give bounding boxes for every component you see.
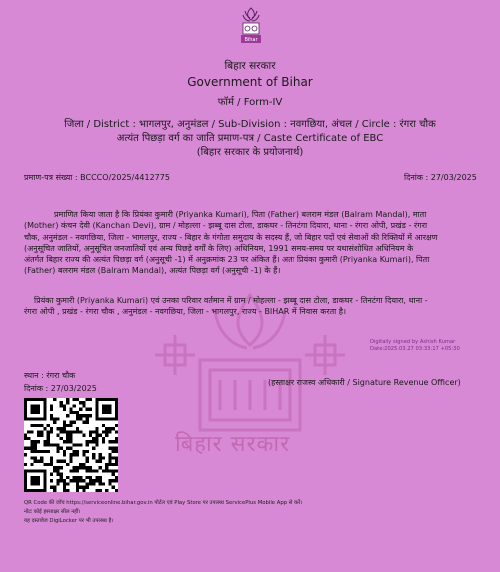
- certificate-purpose: (बिहार सरकार के प्रयोजनार्थ): [196, 147, 304, 158]
- place-date-label: दिनांक : 27/03/2025: [24, 384, 97, 393]
- state-hindi-title: बिहार सरकार: [224, 60, 276, 72]
- paragraph-1-line: (Father) बलराम मंडल (Balram Mandal), अत्यंत पिछड़ा वर्ग (अनुसूची -1) के हैं।: [24, 266, 281, 276]
- qr-code-icon: [24, 398, 118, 492]
- state-english-title: Government of Bihar: [187, 75, 313, 89]
- paragraph-1-line: अंतर्गत बिहार राज्य की अत्यंत पिछड़ा वर्ग (अनुसूची -1) में अनुक्रमांक 23 पर अंकित हैं। अतः प्रियंका कुमारी (Priyanka Kumari), पिता: [24, 255, 430, 265]
- svg-text:Bihar: Bihar: [244, 37, 258, 43]
- digital-signature-signer: Digitally signed by Ashish Kumar: [370, 339, 456, 345]
- bihar-emblem-icon: [238, 6, 264, 46]
- place-label: स्थान : रंगरा चौक: [24, 371, 76, 380]
- certificate-paragraph-1: [24, 209, 480, 277]
- certificate-paragraph-2: [24, 295, 480, 318]
- qr-verification-note: QR Code की जाँच https://serviceonline.bihar.gov.in पोर्टल एवं Play Store पर उपलब्ध ServicePlus Mobile App से करें।: [24, 500, 303, 506]
- paragraph-1-line: चौक, अनुमंडल - नवगछिया, जिला - भागलपुर, राज्य - बिहार के गंगोता समुदाय के सदस्य हैं, जो बिहार पदों एवं सेवाओं की रिक्तियों में आरक्षण: [24, 232, 438, 242]
- paragraph-1-line: (अनुसूचित जातियों, अनुसूचित जनजातियों एवं अन्य पिछड़े वर्गों के लिए) अधिनियम, 1991 समय-समय पर यथासंशोधित अधिनियम के: [24, 243, 414, 253]
- digital-signature-date: Date:2025.03.27 03:33:17 +05:30: [370, 346, 460, 352]
- certificate-title: अत्यंत पिछड़ा वर्ग का जाति प्रमाण-पत्र / Caste Certificate of EBC: [116, 133, 384, 144]
- revenue-officer-signature: (हस्ताक्षर राजस्व अधिकारी / Signature Revenue Officer): [268, 378, 461, 387]
- location-line: जिला / District : भागलपुर, अनुमंडल / Sub-Division : नवगछिया, अंचल / Circle : रंगरा चौक: [64, 119, 436, 130]
- signature-note: नोटः कोई हस्त्ताक्षर सील नहीं।: [24, 509, 81, 515]
- paragraph-1-line: (Mother) कंचन देवी (Kanchan Devi), ग्राम / मोहल्ला - झब्बू दास टोला, डाकघर - तिनटंगा दियारा, थाना - रंगरा ओपी, प्रखंड - रंगरा: [24, 221, 428, 231]
- watermark-text: बिहार सरकार: [175, 432, 291, 457]
- paragraph-2-line: प्रियंका कुमारी (Priyanka Kumari) एवं उनका परिवार वर्तमान में ग्राम / मोहल्ला - झब्बू दास टोला, डाकघर - तिनटंगा दियारा, थाना -: [34, 296, 428, 305]
- digilocker-note: यह दस्तावेज DigiLocker पर भी उपलब्ध है।: [24, 518, 114, 524]
- paragraph-2-line: रंगरा ओपी , प्रखंड - रंगरा चौक , अनुमंडल - नवगछिया, जिला - भागलपुर, राज्य - BIHAR में निवास करता है।: [24, 307, 347, 317]
- issue-date: दिनांक : 27/03/2025: [404, 173, 477, 182]
- digital-signature: [370, 339, 460, 353]
- certificate-number: प्रमाण-पत्र संख्या : BCCCO/2025/4412775: [24, 173, 170, 182]
- paragraph-1-line: प्रमाणित किया जाता है कि प्रियंका कुमारी (Priyanka Kumari), पिता (Father) बलराम मंडल (Balram Mandal), माता: [54, 210, 427, 219]
- form-number: फॉर्म / Form-IV: [217, 97, 283, 108]
